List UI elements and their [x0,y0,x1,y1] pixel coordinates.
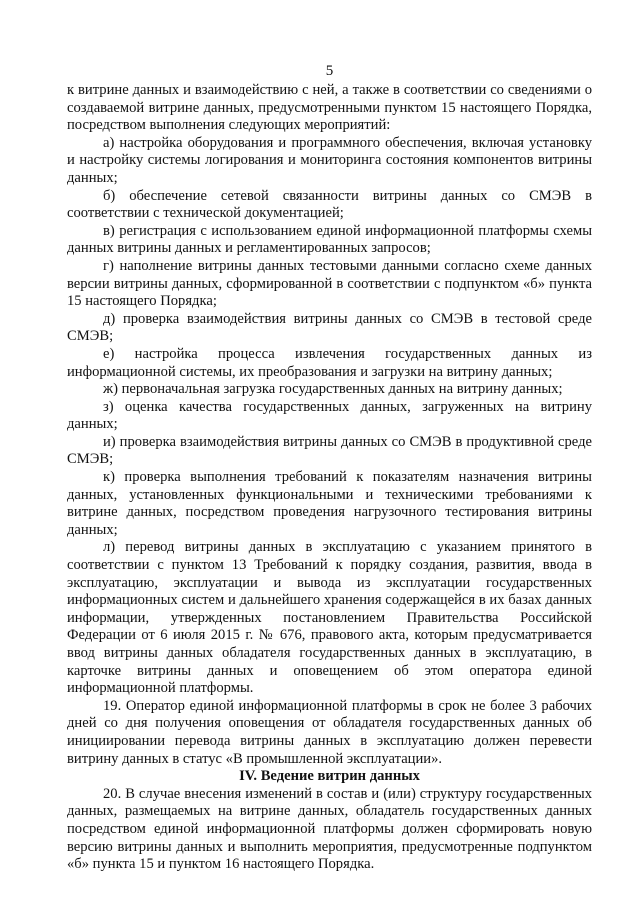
item-a: а) настройка оборудования и программного обеспечения, включая установку и настройку системы логирования и мониторинга состояния компонентов витрины данных; [67,134,592,186]
page-number: 5 [325,63,334,79]
paragraph-continuation: к витрине данных и взаимодействию с ней, а также в соответствии со сведениями о создаваемой витрине данных, предусмотренными пунктом 15 настоящего Порядка, посредством выполнения следующих мероприятий: [67,82,592,134]
item-e: е) настройка процесса извлечения государственных данных из информационной системы, их преобразования и загрузки на витрину данных; [67,345,592,380]
item-d: д) проверка взаимодействия витрины данных со СМЭВ в тестовой среде СМЭВ; [67,310,592,345]
section-heading: IV. Ведение витрин данных [239,768,420,785]
item-z: з) оценка качества государственных данных, загруженных на витрину данных; [67,398,592,433]
item-k: к) проверка выполнения требований к показателям назначения витрины данных, установленных функциональными и техническими требованиями к витрине данных, посредством проведения нагрузочного тестирования витрины данных; [67,469,592,538]
item-zh: ж) первоначальная загрузка государственных данных на витрину данных; [103,381,563,398]
item-b: б) обеспечение сетевой связанности витрины данных со СМЭВ в соответствии с технической документацией; [67,187,592,222]
paragraph-20: 20. В случае внесения изменений в состав и (или) структуру государственных данных, размещаемых на витрине данных, обладатель государственных данных посредством единой информационной платформы должен сформировать новую версию витрины данных и выполнить мероприятия, предусмотренные подпунктом «б» пункта 15 и пунктом 16 настоящего Порядка. [67,785,592,873]
item-v: в) регистрация с использованием единой информационной платформы схемы данных витрины данных и регламентированных запросов; [67,222,592,257]
item-l: л) перевод витрины данных в эксплуатацию с указанием принятого в соответствии с пунктом 13 Требований к порядку создания, развития, ввода в эксплуатацию, эксплуатации и вывода из эксплуатации государственных информационных систем и дальнейшего хранения содержащейся в их базах данных информации, утвержденных постановлением Правительства Российской Федерации от 6 июля 2015 г. № 676, правового акта, которым предусматривается ввод витрины данных обладателя государственных данных в эксплуатацию, в карточке витрины данных и оповещением об этом оператора единой информационной платформы. [67,539,592,697]
item-g: г) наполнение витрины данных тестовыми данными согласно схеме данных версии витрины данных, сформированной в соответствии с подпунктом «б» пункта 15 настоящего Порядка; [67,257,592,310]
document-body [67,82,592,874]
paragraph-19: 19. Оператор единой информационной платформы в срок не более 3 рабочих дней со дня получения оповещения от обладателя государственных данных об инициировании перевода витрины данных в эксплуатацию должен перевести витрину данных в статус «В промышленной эксплуатации». [67,697,592,767]
item-i: и) проверка взаимодействия витрины данных со СМЭВ в продуктивной среде СМЭВ; [67,433,592,468]
